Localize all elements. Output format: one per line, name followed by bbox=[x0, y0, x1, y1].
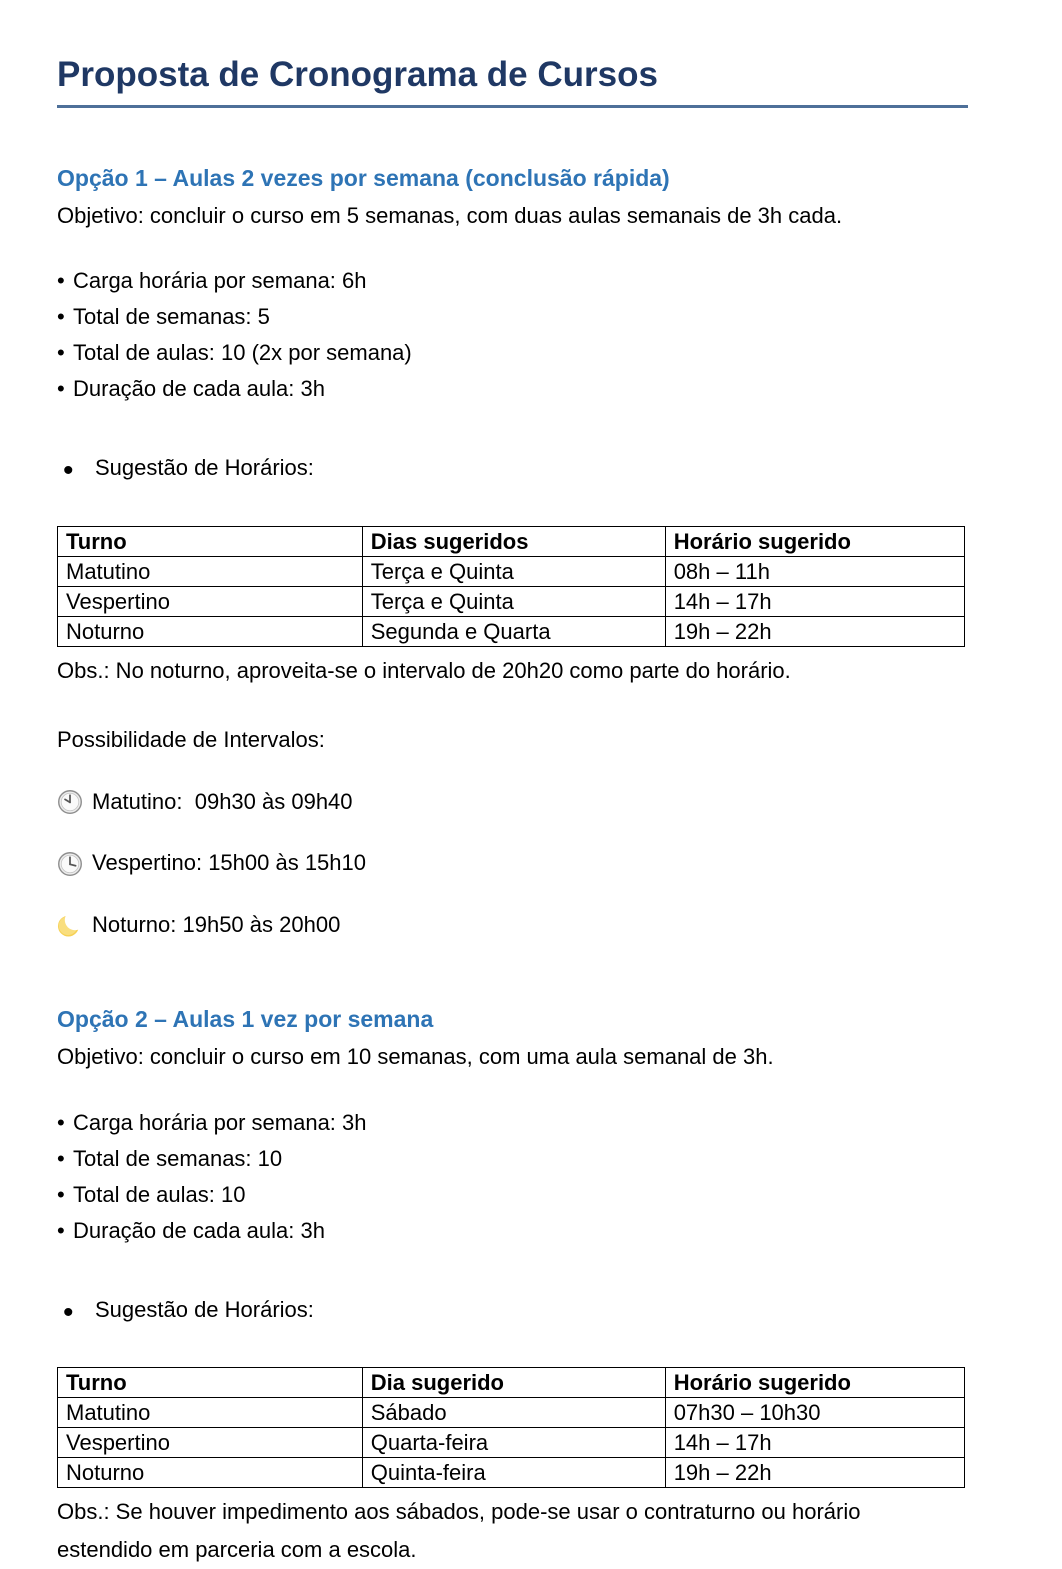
option1-section bbox=[57, 164, 968, 690]
intervals-heading: Possibilidade de Intervalos: bbox=[57, 727, 325, 753]
option1-bullet-list bbox=[57, 263, 968, 407]
interval-text: Noturno: 19h50 às 20h00 bbox=[92, 911, 341, 937]
title-divider bbox=[57, 105, 968, 108]
option1-note: Obs.: No noturno, aproveita-se o intervalo de 20h20 como parte do horário. bbox=[57, 658, 791, 684]
table-cell: Segunda e Quarta bbox=[362, 617, 665, 647]
table-row bbox=[58, 1458, 965, 1488]
option1-suggestion-label: • Sugestão de Horários: bbox=[57, 454, 968, 483]
option2-bullet-list bbox=[57, 1105, 968, 1249]
intervals-section bbox=[57, 726, 968, 939]
table-cell: 07h30 – 10h30 bbox=[665, 1398, 964, 1428]
table-header-cell: Horário sugerido bbox=[665, 1368, 964, 1398]
table-row bbox=[58, 557, 965, 587]
option2-suggestion-label: • Sugestão de Horários: bbox=[57, 1296, 968, 1325]
table-header-cell: Turno bbox=[58, 527, 363, 557]
option1-heading: Opção 1 – Aulas 2 vezes por semana (conclusão rápida) bbox=[57, 165, 670, 191]
interval-item-vespertino bbox=[57, 849, 968, 878]
table-cell: 14h – 17h bbox=[665, 587, 964, 617]
table-cell: 19h – 22h bbox=[665, 1458, 964, 1488]
interval-item-matutino bbox=[57, 788, 968, 817]
option1-objective: Objetivo: concluir o curso em 5 semanas, com duas aulas semanais de 3h cada. bbox=[57, 202, 843, 228]
table-cell: Terça e Quinta bbox=[362, 557, 665, 587]
bullet-item: • Total de aulas: 10 bbox=[57, 1177, 968, 1213]
option2-section bbox=[57, 1005, 968, 1569]
table-cell: Matutino bbox=[58, 557, 363, 587]
option2-schedule-table bbox=[57, 1367, 965, 1488]
clock-morning-icon bbox=[57, 789, 83, 815]
table-row bbox=[58, 617, 965, 647]
option1-schedule-table bbox=[57, 526, 965, 647]
option2-heading: Opção 2 – Aulas 1 vez por semana bbox=[57, 1006, 434, 1033]
option2-objective: Objetivo: concluir o curso em 10 semanas, com uma aula semanal de 3h. bbox=[57, 1044, 774, 1070]
option2-note: Obs.: Se houver impedimento aos sábados, pode-se usar o contraturno ou horário estendido em parceria com a escola. bbox=[57, 1499, 861, 1563]
table-header-cell: Dia sugerido bbox=[362, 1368, 665, 1398]
bullet-item: • Duração de cada aula: 3h bbox=[57, 1213, 968, 1249]
table-cell: Matutino bbox=[58, 1398, 363, 1428]
table-cell: 19h – 22h bbox=[665, 617, 964, 647]
bullet-item: • Duração de cada aula: 3h bbox=[57, 371, 968, 407]
table-row bbox=[58, 1398, 965, 1428]
interval-text: Matutino: 09h30 às 09h40 bbox=[92, 788, 353, 814]
clock-afternoon-icon bbox=[57, 851, 83, 877]
moon-icon bbox=[57, 912, 83, 938]
table-cell: Vespertino bbox=[58, 587, 363, 617]
interval-text: Vespertino: 15h00 às 15h10 bbox=[92, 850, 367, 876]
interval-item-noturno bbox=[57, 911, 968, 940]
page-title: Proposta de Cronograma de Cursos bbox=[57, 55, 658, 94]
table-cell: 08h – 11h bbox=[665, 557, 964, 587]
bullet-item: • Carga horária por semana: 3h bbox=[57, 1105, 968, 1141]
table-row bbox=[58, 587, 965, 617]
table-cell: Quinta-feira bbox=[362, 1458, 665, 1488]
bullet-item: • Total de semanas: 10 bbox=[57, 1141, 968, 1177]
table-cell: Vespertino bbox=[58, 1428, 363, 1458]
table-header-cell: Horário sugerido bbox=[665, 527, 964, 557]
table-cell: 14h – 17h bbox=[665, 1428, 964, 1458]
table-cell: Noturno bbox=[58, 617, 363, 647]
table-header-row bbox=[58, 527, 965, 557]
table-header-cell: Turno bbox=[58, 1368, 363, 1398]
bullet-item: • Total de aulas: 10 (2x por semana) bbox=[57, 335, 968, 371]
table-cell: Terça e Quinta bbox=[362, 587, 665, 617]
table-header-cell: Dias sugeridos bbox=[362, 527, 665, 557]
bullet-item: • Total de semanas: 5 bbox=[57, 299, 968, 335]
bullet-item: • Carga horária por semana: 6h bbox=[57, 263, 968, 299]
table-cell: Noturno bbox=[58, 1458, 363, 1488]
table-row bbox=[58, 1428, 965, 1458]
table-header-row bbox=[58, 1368, 965, 1398]
table-cell: Sábado bbox=[362, 1398, 665, 1428]
table-cell: Quarta-feira bbox=[362, 1428, 665, 1458]
